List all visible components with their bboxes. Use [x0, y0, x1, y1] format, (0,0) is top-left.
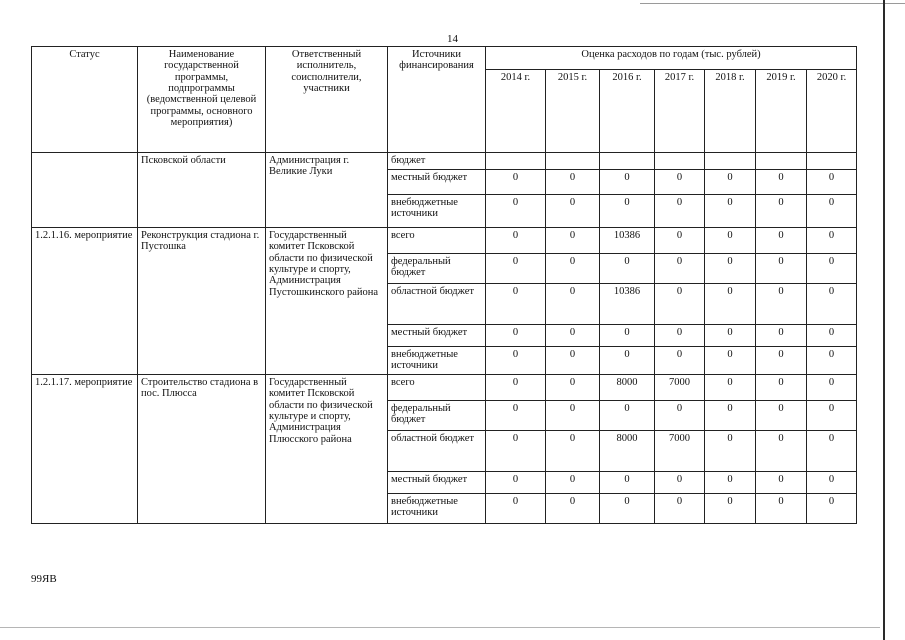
scan-edge-right	[883, 0, 885, 640]
table-row	[32, 153, 857, 170]
funding-source-cell: бюджет	[388, 153, 486, 170]
header-year: 2018 г.	[705, 70, 756, 153]
amount-cell	[600, 153, 655, 170]
amount-cell: 0	[600, 170, 655, 195]
amount-cell: 0	[756, 375, 807, 401]
amount-cell: 0	[756, 195, 807, 228]
funding-source-cell: всего	[388, 375, 486, 401]
amount-cell: 0	[807, 170, 857, 195]
header-year: 2020 г.	[807, 70, 857, 153]
amount-cell: 0	[807, 494, 857, 524]
amount-cell: 0	[756, 325, 807, 347]
amount-cell: 0	[655, 195, 705, 228]
amount-cell: 0	[655, 228, 705, 254]
funding-source-cell: областной бюджет	[388, 431, 486, 472]
header-row	[32, 47, 857, 70]
amount-cell: 0	[600, 195, 655, 228]
funding-source-cell: внебюджетные источники	[388, 195, 486, 228]
amount-cell: 0	[705, 401, 756, 431]
amount-cell: 0	[546, 401, 600, 431]
amount-cell: 0	[807, 284, 857, 325]
header-program-name: Наименование государственной программы, подпрограммы (ведомственной целевой программы, основного мероприятия)	[138, 47, 266, 153]
funding-source-cell: внебюджетные источники	[388, 494, 486, 524]
header-cost-estimate: Оценка расходов по годам (тыс. рублей)	[486, 47, 857, 70]
footer-code: 99ЯВ	[31, 573, 57, 585]
executor-cell: Государственный комитет Псковской области по физической культуре и спорту, Администрация Пустошкинского района	[266, 228, 388, 375]
amount-cell: 0	[600, 494, 655, 524]
amount-cell: 0	[486, 431, 546, 472]
header-year: 2015 г.	[546, 70, 600, 153]
funding-source-cell: федеральный бюджет	[388, 401, 486, 431]
amount-cell: 0	[807, 401, 857, 431]
status-cell: 1.2.1.17. мероприятие	[32, 375, 138, 524]
amount-cell: 0	[546, 170, 600, 195]
amount-cell: 0	[486, 195, 546, 228]
amount-cell: 0	[546, 472, 600, 494]
amount-cell: 0	[546, 325, 600, 347]
amount-cell: 0	[655, 170, 705, 195]
amount-cell: 0	[705, 228, 756, 254]
amount-cell: 0	[600, 347, 655, 375]
amount-cell: 8000	[600, 431, 655, 472]
amount-cell: 0	[546, 375, 600, 401]
amount-cell: 0	[807, 375, 857, 401]
header-year: 2019 г.	[756, 70, 807, 153]
amount-cell: 0	[600, 254, 655, 284]
amount-cell: 0	[705, 494, 756, 524]
amount-cell: 8000	[600, 375, 655, 401]
executor-cell: Администрация г. Великие Луки	[266, 153, 388, 228]
page-number: 14	[447, 33, 458, 45]
amount-cell: 7000	[655, 431, 705, 472]
amount-cell: 0	[600, 472, 655, 494]
amount-cell	[705, 153, 756, 170]
amount-cell: 0	[756, 472, 807, 494]
header-executor: Ответственный исполнитель, соисполнители, участники	[266, 47, 388, 153]
status-cell: 1.2.1.16. мероприятие	[32, 228, 138, 375]
amount-cell: 7000	[655, 375, 705, 401]
scan-edge-bottom	[0, 627, 880, 628]
amount-cell: 0	[546, 284, 600, 325]
amount-cell: 0	[756, 228, 807, 254]
amount-cell: 0	[486, 472, 546, 494]
amount-cell: 0	[756, 431, 807, 472]
amount-cell: 0	[756, 401, 807, 431]
amount-cell	[655, 153, 705, 170]
amount-cell	[546, 153, 600, 170]
amount-cell: 0	[807, 472, 857, 494]
header-year: 2017 г.	[655, 70, 705, 153]
amount-cell: 0	[486, 347, 546, 375]
amount-cell	[486, 153, 546, 170]
table-row	[32, 228, 857, 254]
budget-table	[31, 46, 857, 524]
amount-cell: 0	[756, 347, 807, 375]
amount-cell: 0	[756, 284, 807, 325]
amount-cell: 0	[705, 347, 756, 375]
amount-cell: 0	[756, 494, 807, 524]
amount-cell: 0	[486, 325, 546, 347]
amount-cell: 0	[705, 170, 756, 195]
amount-cell: 0	[655, 254, 705, 284]
amount-cell: 0	[655, 325, 705, 347]
amount-cell: 0	[705, 284, 756, 325]
table-body	[32, 153, 857, 524]
header-year: 2014 г.	[486, 70, 546, 153]
header-status: Статус	[32, 47, 138, 153]
amount-cell: 0	[655, 347, 705, 375]
amount-cell: 0	[546, 228, 600, 254]
amount-cell: 0	[807, 347, 857, 375]
amount-cell: 0	[655, 494, 705, 524]
amount-cell: 0	[756, 170, 807, 195]
amount-cell: 0	[705, 325, 756, 347]
amount-cell: 0	[655, 401, 705, 431]
amount-cell: 10386	[600, 228, 655, 254]
amount-cell: 0	[546, 431, 600, 472]
amount-cell: 0	[655, 284, 705, 325]
scan-edge-top	[640, 3, 905, 4]
funding-source-cell: внебюджетные источники	[388, 347, 486, 375]
amount-cell: 0	[546, 347, 600, 375]
amount-cell: 0	[600, 325, 655, 347]
amount-cell: 0	[807, 228, 857, 254]
funding-source-cell: местный бюджет	[388, 325, 486, 347]
amount-cell: 0	[546, 195, 600, 228]
funding-source-cell: местный бюджет	[388, 170, 486, 195]
amount-cell: 0	[705, 375, 756, 401]
table-row	[32, 375, 857, 401]
amount-cell: 0	[486, 228, 546, 254]
amount-cell: 0	[655, 472, 705, 494]
amount-cell: 0	[807, 431, 857, 472]
amount-cell: 0	[807, 325, 857, 347]
funding-source-cell: всего	[388, 228, 486, 254]
program-name-cell: Реконструкция стадиона г. Пустошка	[138, 228, 266, 375]
header-funding-sources: Источники финансирования	[388, 47, 486, 153]
program-name-cell: Псковской области	[138, 153, 266, 228]
amount-cell: 0	[546, 254, 600, 284]
amount-cell: 0	[486, 375, 546, 401]
amount-cell: 0	[486, 284, 546, 325]
amount-cell: 0	[756, 254, 807, 284]
amount-cell: 0	[705, 431, 756, 472]
amount-cell: 0	[486, 401, 546, 431]
amount-cell: 0	[705, 254, 756, 284]
header-year: 2016 г.	[600, 70, 655, 153]
funding-source-cell: местный бюджет	[388, 472, 486, 494]
amount-cell: 0	[486, 254, 546, 284]
funding-source-cell: федеральный бюджет	[388, 254, 486, 284]
status-cell	[32, 153, 138, 228]
amount-cell	[756, 153, 807, 170]
amount-cell: 10386	[600, 284, 655, 325]
funding-source-cell: областной бюджет	[388, 284, 486, 325]
amount-cell: 0	[486, 170, 546, 195]
amount-cell: 0	[705, 472, 756, 494]
amount-cell: 0	[546, 494, 600, 524]
amount-cell: 0	[807, 254, 857, 284]
amount-cell: 0	[705, 195, 756, 228]
amount-cell	[807, 153, 857, 170]
amount-cell: 0	[600, 401, 655, 431]
amount-cell: 0	[486, 494, 546, 524]
executor-cell: Государственный комитет Псковской области по физической культуре и спорту, Администрация Плюсского района	[266, 375, 388, 524]
amount-cell: 0	[807, 195, 857, 228]
program-name-cell: Строительство стадиона в пос. Плюсса	[138, 375, 266, 524]
